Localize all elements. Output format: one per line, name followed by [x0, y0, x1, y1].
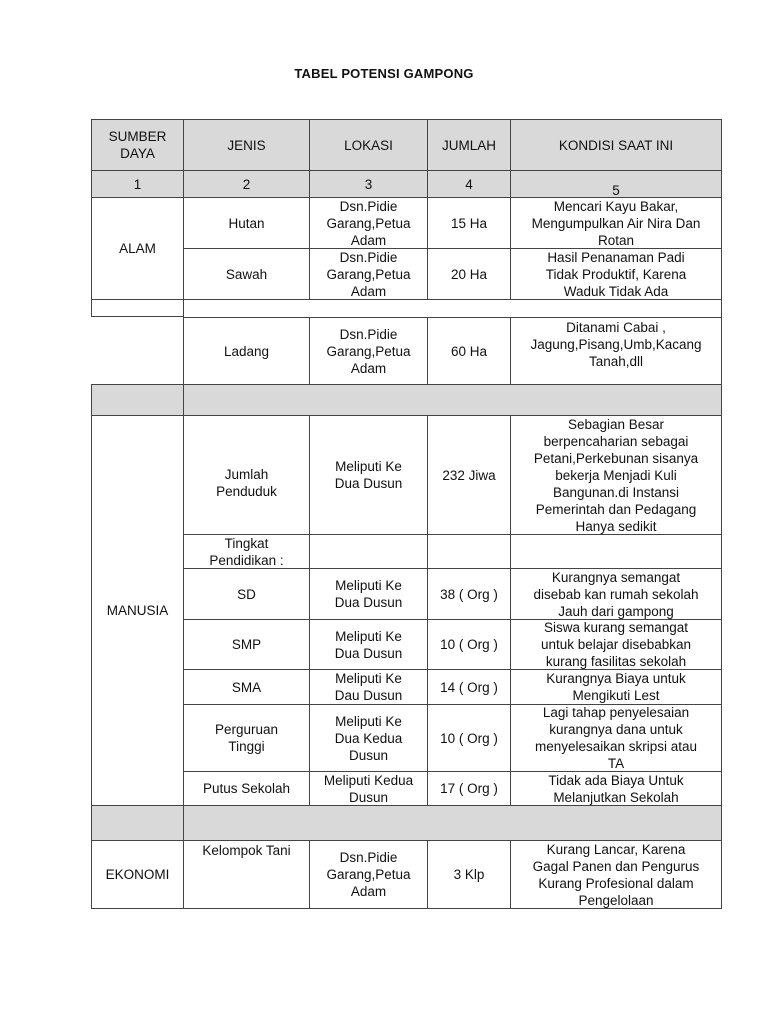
row-sma-kondisi: Kurangnya Biaya untuk Mengikuti Lest	[510, 669, 722, 705]
blank-cell	[427, 534, 511, 569]
col-number: 3	[309, 170, 428, 198]
blank-cell	[183, 299, 722, 317]
row-sd-jenis: SD	[183, 568, 310, 620]
row-pt-jumlah: 10 ( Org )	[427, 704, 511, 772]
row-sd-lokasi: Meliputi Ke Dua Dusun	[309, 568, 428, 620]
header-jenis: JENIS	[183, 119, 310, 171]
row-penduduk-jenis: Jumlah Penduduk	[183, 415, 310, 535]
blank-cell	[510, 534, 722, 569]
col-number: 1	[91, 170, 184, 198]
row-sawah-jumlah: 20 Ha	[427, 248, 511, 300]
row-putus-jumlah: 17 ( Org )	[427, 771, 511, 806]
row-putus-kondisi: Tidak ada Biaya Untuk Melanjutkan Sekolah	[510, 771, 722, 806]
page-title: TABEL POTENSI GAMPONG	[294, 66, 474, 81]
row-sawah-jenis: Sawah	[183, 248, 310, 300]
row-penduduk-jumlah: 232 Jiwa	[427, 415, 511, 535]
row-pt-jenis: Perguruan Tinggi	[183, 704, 310, 772]
header-lokasi: LOKASI	[309, 119, 428, 171]
row-hutan-lokasi: Dsn.Pidie Garang,Petua Adam	[309, 197, 428, 249]
row-ladang-kondisi: Ditanami Cabai , Jagung,Pisang,Umb,Kacang Tanah,dll	[510, 317, 722, 385]
row-pt-lokasi: Meliputi Ke Dua Kedua Dusun	[309, 704, 428, 772]
row-sd-jumlah: 38 ( Org )	[427, 568, 511, 620]
blank-cell	[91, 299, 184, 317]
row-sma-jenis: SMA	[183, 669, 310, 705]
row-sawah-kondisi: Hasil Penanaman Padi Tidak Produktif, Karena Waduk Tidak Ada	[510, 248, 722, 300]
col-number: 4	[427, 170, 511, 198]
separator-cell	[183, 805, 722, 841]
row-ladang-lokasi: Dsn.Pidie Garang,Petua Adam	[309, 317, 428, 385]
row-penduduk-kondisi: Sebagian Besar berpencaharian sebagai Petani,Perkebunan sisanya bekerja Menjadi Kuli Bangunan.di Instansi Pemerintah dan Pedagang Hanya sedikit	[510, 415, 722, 535]
row-ladang-jenis: Ladang	[183, 317, 310, 385]
row-sawah-lokasi: Dsn.Pidie Garang,Petua Adam	[309, 248, 428, 300]
category-alam: ALAM	[91, 197, 184, 300]
col-number: 2	[183, 170, 310, 198]
row-tani-jenis: Kelompok Tani	[183, 840, 310, 909]
row-hutan-jumlah: 15 Ha	[427, 197, 511, 249]
row-putus-lokasi: Meliputi Kedua Dusun	[309, 771, 428, 806]
row-putus-jenis: Putus Sekolah	[183, 771, 310, 806]
separator-cell	[91, 805, 184, 841]
row-smp-lokasi: Meliputi Ke Dua Dusun	[309, 619, 428, 670]
row-tani-kondisi: Kurang Lancar, Karena Gagal Panen dan Pengurus Kurang Profesional dalam Pengelolaan	[510, 840, 722, 909]
category-ekonomi: EKONOMI	[91, 840, 184, 909]
row-tingkat-jenis: Tingkat Pendidikan :	[183, 534, 310, 569]
row-hutan-jenis: Hutan	[183, 197, 310, 249]
row-sma-jumlah: 14 ( Org )	[427, 669, 511, 705]
row-tani-jumlah: 3 Klp	[427, 840, 511, 909]
row-penduduk-lokasi: Meliputi Ke Dua Dusun	[309, 415, 428, 535]
row-tani-lokasi: Dsn.Pidie Garang,Petua Adam	[309, 840, 428, 909]
header-jumlah: JUMLAH	[427, 119, 511, 171]
row-smp-jenis: SMP	[183, 619, 310, 670]
row-sma-lokasi: Meliputi Ke Dau Dusun	[309, 669, 428, 705]
blank-cell	[309, 534, 428, 569]
row-pt-kondisi: Lagi tahap penyelesaian kurangnya dana untuk menyelesaikan skripsi atau TA	[510, 704, 722, 772]
row-smp-kondisi: Siswa kurang semangat untuk belajar disebabkan kurang fasilitas sekolah	[510, 619, 722, 670]
row-hutan-kondisi: Mencari Kayu Bakar, Mengumpulkan Air Nira Dan Rotan	[510, 197, 722, 249]
header-kondisi: KONDISI SAAT INI	[510, 119, 722, 171]
row-smp-jumlah: 10 ( Org )	[427, 619, 511, 670]
category-manusia: MANUSIA	[91, 415, 184, 806]
header-sumber-daya: SUMBER DAYA	[91, 119, 184, 171]
separator-cell	[183, 384, 722, 416]
row-sd-kondisi: Kurangnya semangat disebab kan rumah sekolah Jauh dari gampong	[510, 568, 722, 620]
row-ladang-jumlah: 60 Ha	[427, 317, 511, 385]
separator-cell	[91, 384, 184, 416]
col-number: 5	[510, 170, 722, 198]
